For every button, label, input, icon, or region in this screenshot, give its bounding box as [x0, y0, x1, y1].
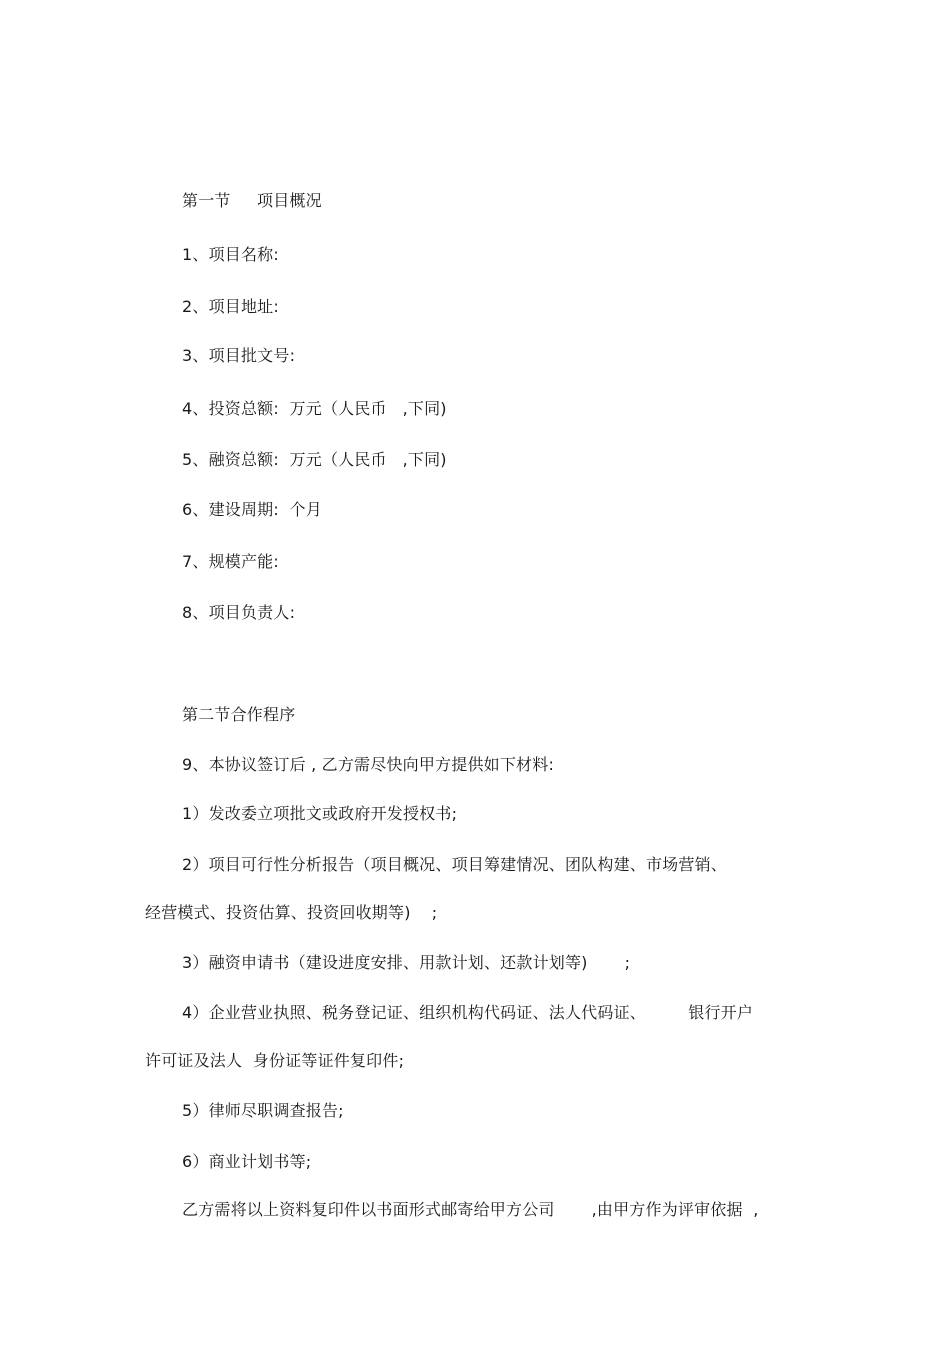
- item-scale-capacity: 7、规模产能:: [182, 552, 279, 571]
- section-2-heading: 第二节合作程序: [182, 705, 296, 724]
- paragraph-9-intro: 9、本协议签订后 , 乙方需尽快向甲方提供如下材料:: [182, 755, 555, 774]
- material-item-2: 2）项目可行性分析报告（项目概况、项目筹建情况、团队构建、市场营销、: [182, 855, 727, 874]
- item-project-manager: 8、项目负责人:: [182, 603, 296, 622]
- material-item-4-continued: 许可证及法人 身份证等证件复印件;: [145, 1051, 405, 1070]
- item-construction-period: 6、建设周期: 个月: [182, 500, 322, 519]
- material-item-2-continued: 经营模式、投资估算、投资回收期等) ;: [145, 903, 438, 922]
- material-item-1: 1）发改委立项批文或政府开发授权书;: [182, 804, 458, 823]
- item-total-investment: 4、投资总额: 万元（人民币 ,下同): [182, 399, 447, 418]
- closing-paragraph: 乙方需将以上资料复印件以书面形式邮寄给甲方公司 ,由甲方作为评审依据 ,: [182, 1200, 759, 1219]
- section-1-heading: 第一节 项目概况: [182, 191, 322, 210]
- item-total-financing: 5、融资总额: 万元（人民币 ,下同): [182, 450, 447, 469]
- material-item-4: 4）企业营业执照、税务登记证、组织机构代码证、法人代码证、 银行开户: [182, 1003, 754, 1022]
- material-item-3: 3）融资申请书（建设进度安排、用款计划、还款计划等) ;: [182, 953, 631, 972]
- material-item-6: 6）商业计划书等;: [182, 1152, 312, 1171]
- item-project-address: 2、项目地址:: [182, 297, 279, 316]
- material-item-5: 5）律师尽职调查报告;: [182, 1101, 344, 1120]
- item-approval-number: 3、项目批文号:: [182, 346, 296, 365]
- item-project-name: 1、项目名称:: [182, 245, 279, 264]
